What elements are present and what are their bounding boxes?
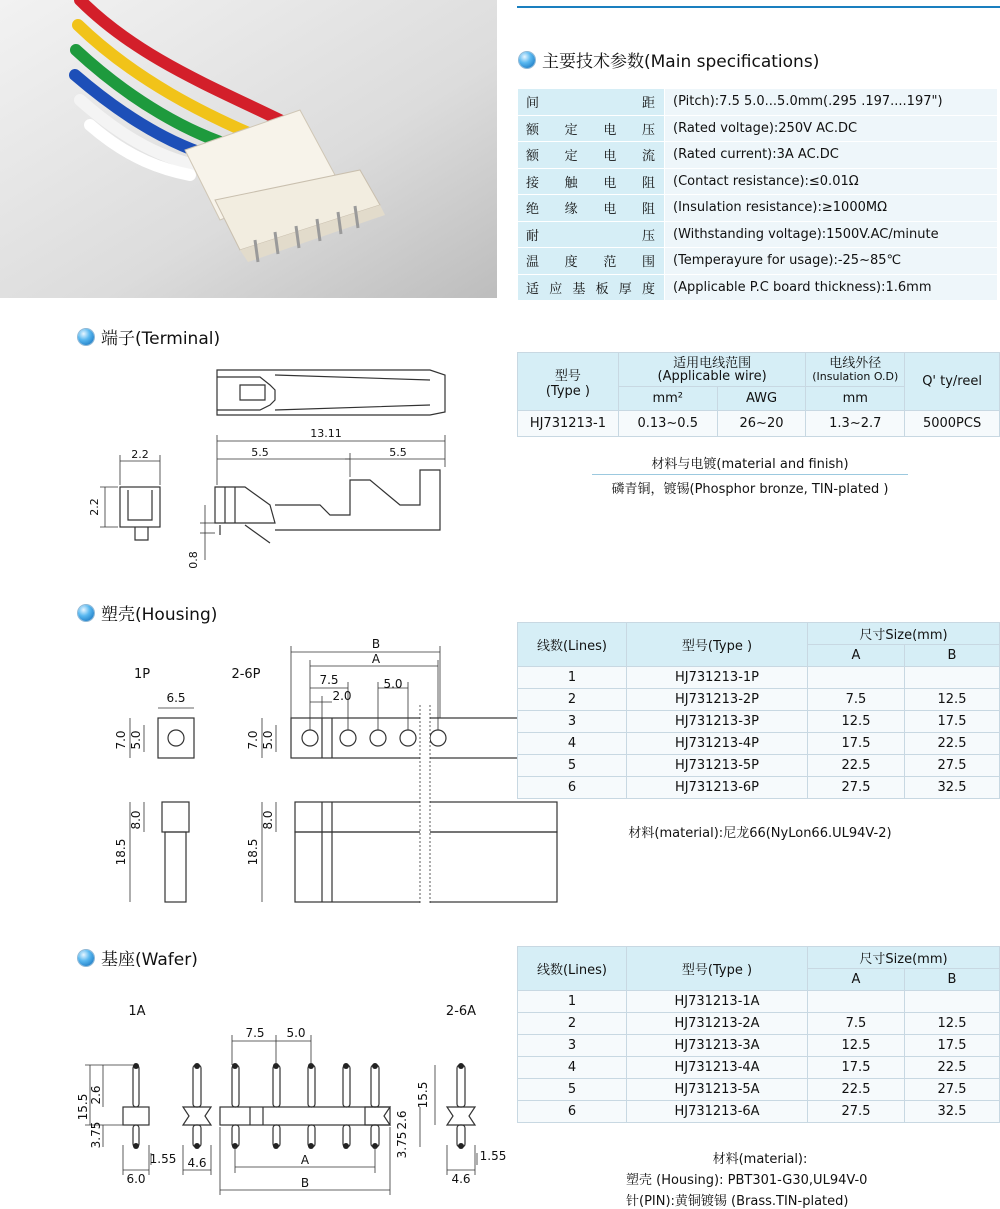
housing-1p-label: 1P xyxy=(133,667,151,682)
table-row xyxy=(518,1057,1000,1079)
cell-type: HJ731213-3A xyxy=(627,1035,808,1057)
bullet-icon xyxy=(78,329,94,345)
dim-a: A xyxy=(300,1153,310,1167)
housing-table xyxy=(517,622,1000,799)
cell-b: 22.5 xyxy=(905,733,1000,755)
type-en: (Type ) xyxy=(545,383,590,399)
dim-pitch2: 5.0 xyxy=(286,1026,306,1040)
terminal-table xyxy=(517,352,1000,437)
dim-pitch1: 7.5 xyxy=(245,1026,265,1040)
type-header: 型号(Type ) xyxy=(627,947,808,991)
cell-n: 2 xyxy=(518,1013,627,1035)
spec-row xyxy=(518,195,998,222)
cell-a xyxy=(808,667,905,689)
wafer-material-title: 材料(material): xyxy=(712,1152,808,1167)
cell-a: 7.5 xyxy=(808,689,905,711)
terminal-material-title: 材料与电镀(material and finish) xyxy=(592,453,908,475)
cell-n: 6 xyxy=(518,777,627,799)
cell-n: 3 xyxy=(518,711,627,733)
spec-label: 接触电阻 xyxy=(518,168,665,195)
cell-a xyxy=(808,991,905,1013)
dim-h8-multi: 8.0 xyxy=(261,810,275,830)
spec-row xyxy=(518,115,998,142)
wafer-1a-label: 1A xyxy=(128,1004,146,1019)
wafer-material-pin: 针(PIN):黄铜镀锡 (Brass.TIN-plated) xyxy=(626,1194,849,1209)
housing-drawing xyxy=(100,630,480,905)
cell-b: 17.5 xyxy=(905,1035,1000,1057)
lines-header: 线数(Lines) xyxy=(518,623,627,667)
table-row xyxy=(518,1101,1000,1123)
size-header: 尺寸Size(mm) xyxy=(808,947,1000,969)
bullet-icon xyxy=(78,605,94,621)
cell-b: 27.5 xyxy=(905,755,1000,777)
unit-awg: AWG xyxy=(717,387,806,411)
dim-h375-multi: 3.75 xyxy=(395,1131,409,1159)
cell-n: 4 xyxy=(518,733,627,755)
spec-value: (Rated current):3A AC.DC xyxy=(665,142,998,169)
dim-155-multi: 1.55 xyxy=(479,1149,507,1163)
dim-width: 6.5 xyxy=(166,691,186,705)
dim-h5-1p: 5.0 xyxy=(129,730,143,750)
wafer-title: 基座(Wafer) xyxy=(101,950,198,970)
terminal-title: 端子(Terminal) xyxy=(101,329,221,349)
dim-pitch3: 5.0 xyxy=(383,677,403,691)
cell-type: HJ731213-6P xyxy=(627,777,808,799)
cell-b xyxy=(905,991,1000,1013)
cell-b xyxy=(905,667,1000,689)
table-row xyxy=(518,777,1000,799)
wire-cn: 适用电线范围 xyxy=(673,355,752,371)
cell-b: 12.5 xyxy=(905,689,1000,711)
dim-b: B xyxy=(300,1176,310,1190)
dim-w6: 6.0 xyxy=(126,1172,146,1186)
wafer-multi-label: 2-6A xyxy=(445,1004,477,1019)
dim-h18-1p: 18.5 xyxy=(114,838,128,866)
wafer-material-housing: 塑壳 (Housing): PBT301-G30,UL94V-0 xyxy=(626,1173,868,1188)
table-row xyxy=(518,1035,1000,1057)
cell-n: 5 xyxy=(518,1079,627,1101)
spec-row xyxy=(518,274,998,301)
cell-n: 1 xyxy=(518,991,627,1013)
spec-value: (Rated voltage):250V AC.DC xyxy=(665,115,998,142)
od-cn: 电线外径 xyxy=(829,355,882,371)
dim-right: 5.5 xyxy=(389,446,407,459)
unit-mm2: mm² xyxy=(618,387,717,411)
table-row xyxy=(518,689,1000,711)
dim-h8-1p: 8.0 xyxy=(129,810,143,830)
dim-h7-multi: 7.0 xyxy=(246,730,260,750)
row-od: 1.3~2.7 xyxy=(806,411,905,437)
a-header: A xyxy=(808,969,905,991)
table-row xyxy=(518,991,1000,1013)
spec-value: (Contact resistance):≤0.01Ω xyxy=(665,168,998,195)
specs-table xyxy=(517,88,998,301)
dim-pitch2: 2.0 xyxy=(332,689,352,703)
dim-w46-1a: 4.6 xyxy=(187,1156,207,1170)
bullet-icon xyxy=(78,950,94,966)
cell-n: 5 xyxy=(518,755,627,777)
lines-header: 线数(Lines) xyxy=(518,947,627,991)
cell-a: 7.5 xyxy=(808,1013,905,1035)
dim-a: A xyxy=(371,652,381,666)
wafer-table xyxy=(517,946,1000,1123)
bullet-icon xyxy=(519,52,535,68)
cell-type: HJ731213-4A xyxy=(627,1057,808,1079)
dim-h15-multi: 15.5 xyxy=(416,1081,430,1109)
spec-row xyxy=(518,89,998,116)
dim-w46-multi: 4.6 xyxy=(451,1172,471,1186)
spec-value: (Applicable P.C board thickness):1.6mm xyxy=(665,274,998,301)
wire-en: (Applicable wire) xyxy=(657,368,767,384)
housing-title: 塑壳(Housing) xyxy=(101,605,218,625)
dim-h7-1p: 7.0 xyxy=(114,730,128,750)
product-photo xyxy=(0,0,497,298)
dim-left: 5.5 xyxy=(251,446,269,459)
dim-h15-1a: 15.5 xyxy=(76,1093,90,1121)
cell-a: 27.5 xyxy=(808,1101,905,1123)
unit-mm: mm xyxy=(806,387,905,411)
cell-type: HJ731213-5A xyxy=(627,1079,808,1101)
dim-h26-1a: 2.6 xyxy=(89,1085,103,1105)
cell-type: HJ731213-1P xyxy=(627,667,808,689)
dim-h18-multi: 18.5 xyxy=(246,838,260,866)
dim-h375-1a: 3.75 xyxy=(89,1121,103,1149)
cell-b: 27.5 xyxy=(905,1079,1000,1101)
dim-pitch1: 7.5 xyxy=(319,673,339,687)
spec-label: 间距 xyxy=(518,89,665,116)
a-header: A xyxy=(808,645,905,667)
cell-type: HJ731213-3P xyxy=(627,711,808,733)
housing-material: 材料(material):尼龙66(NyLon66.UL94V-2) xyxy=(628,826,892,841)
type-header: 型号(Type ) xyxy=(627,623,808,667)
b-header: B xyxy=(905,645,1000,667)
spec-value: (Pitch):7.5 5.0...5.0mm(.295 .197....197") xyxy=(665,89,998,116)
cell-a: 17.5 xyxy=(808,1057,905,1079)
cell-type: HJ731213-5P xyxy=(627,755,808,777)
cell-type: HJ731213-2A xyxy=(627,1013,808,1035)
dim-155-1a: 1.55 xyxy=(149,1152,177,1166)
housing-heading xyxy=(78,600,217,625)
cell-b: 32.5 xyxy=(905,777,1000,799)
spec-row xyxy=(518,221,998,248)
spec-label: 温度范围 xyxy=(518,248,665,275)
table-row xyxy=(518,1079,1000,1101)
cell-n: 1 xyxy=(518,667,627,689)
table-row xyxy=(518,1013,1000,1035)
dim-width: 2.2 xyxy=(131,448,149,461)
spec-label: 绝缘电阻 xyxy=(518,195,665,222)
terminal-material: 磷青铜，镀锡(Phosphor bronze, TIN-plated ) xyxy=(611,482,889,497)
spec-label: 耐压 xyxy=(518,221,665,248)
cell-a: 12.5 xyxy=(808,711,905,733)
cell-n: 3 xyxy=(518,1035,627,1057)
cell-type: HJ731213-2P xyxy=(627,689,808,711)
b-header: B xyxy=(905,969,1000,991)
type-cn: 型号 xyxy=(554,368,581,384)
cell-a: 22.5 xyxy=(808,755,905,777)
wafer-heading xyxy=(78,945,198,970)
cell-type: HJ731213-1A xyxy=(627,991,808,1013)
dim-h26-multi: 2.6 xyxy=(395,1110,409,1130)
qty-header: Q' ty/reel xyxy=(905,353,1000,411)
cell-n: 6 xyxy=(518,1101,627,1123)
spec-value: (Withstanding voltage):1500V.AC/minute xyxy=(665,221,998,248)
dim-total: 13.11 xyxy=(310,427,342,440)
specs-heading xyxy=(519,47,819,72)
cell-a: 12.5 xyxy=(808,1035,905,1057)
cell-n: 4 xyxy=(518,1057,627,1079)
cell-type: HJ731213-6A xyxy=(627,1101,808,1123)
dim-b: B xyxy=(371,637,381,651)
spec-row xyxy=(518,142,998,169)
dim-height: 2.2 xyxy=(88,498,101,516)
size-header: 尺寸Size(mm) xyxy=(808,623,1000,645)
dim-lip: 0.8 xyxy=(187,551,200,569)
cell-type: HJ731213-4P xyxy=(627,733,808,755)
housing-multi-label: 2-6P xyxy=(231,667,261,682)
row-awg: 26~20 xyxy=(717,411,806,437)
table-row xyxy=(518,711,1000,733)
spec-label: 额定电流 xyxy=(518,142,665,169)
cell-n: 2 xyxy=(518,689,627,711)
wafer-drawing xyxy=(75,995,515,1207)
specs-title: 主要技术参数(Main specifications) xyxy=(542,52,820,72)
cell-a: 22.5 xyxy=(808,1079,905,1101)
row-mm2: 0.13~0.5 xyxy=(618,411,717,437)
spec-value: (Temperayure for usage):-25~85℃ xyxy=(665,248,998,275)
od-en: (Insulation O.D) xyxy=(812,369,899,383)
terminal-heading xyxy=(78,324,220,349)
spec-label: 适应基板厚度 xyxy=(518,274,665,301)
table-row xyxy=(518,733,1000,755)
spec-row xyxy=(518,168,998,195)
row-qty: 5000PCS xyxy=(905,411,1000,437)
cell-a: 17.5 xyxy=(808,733,905,755)
spec-value: (Insulation resistance):≥1000MΩ xyxy=(665,195,998,222)
cell-b: 32.5 xyxy=(905,1101,1000,1123)
row-type: HJ731213-1 xyxy=(518,411,619,437)
spec-label: 额定电压 xyxy=(518,115,665,142)
header-rule xyxy=(517,0,1000,8)
cell-b: 17.5 xyxy=(905,711,1000,733)
cell-b: 22.5 xyxy=(905,1057,1000,1079)
spec-row xyxy=(518,248,998,275)
terminal-drawing xyxy=(88,355,480,575)
cell-b: 12.5 xyxy=(905,1013,1000,1035)
dim-h5-multi: 5.0 xyxy=(261,730,275,750)
table-row xyxy=(518,755,1000,777)
table-row xyxy=(518,667,1000,689)
cell-a: 27.5 xyxy=(808,777,905,799)
